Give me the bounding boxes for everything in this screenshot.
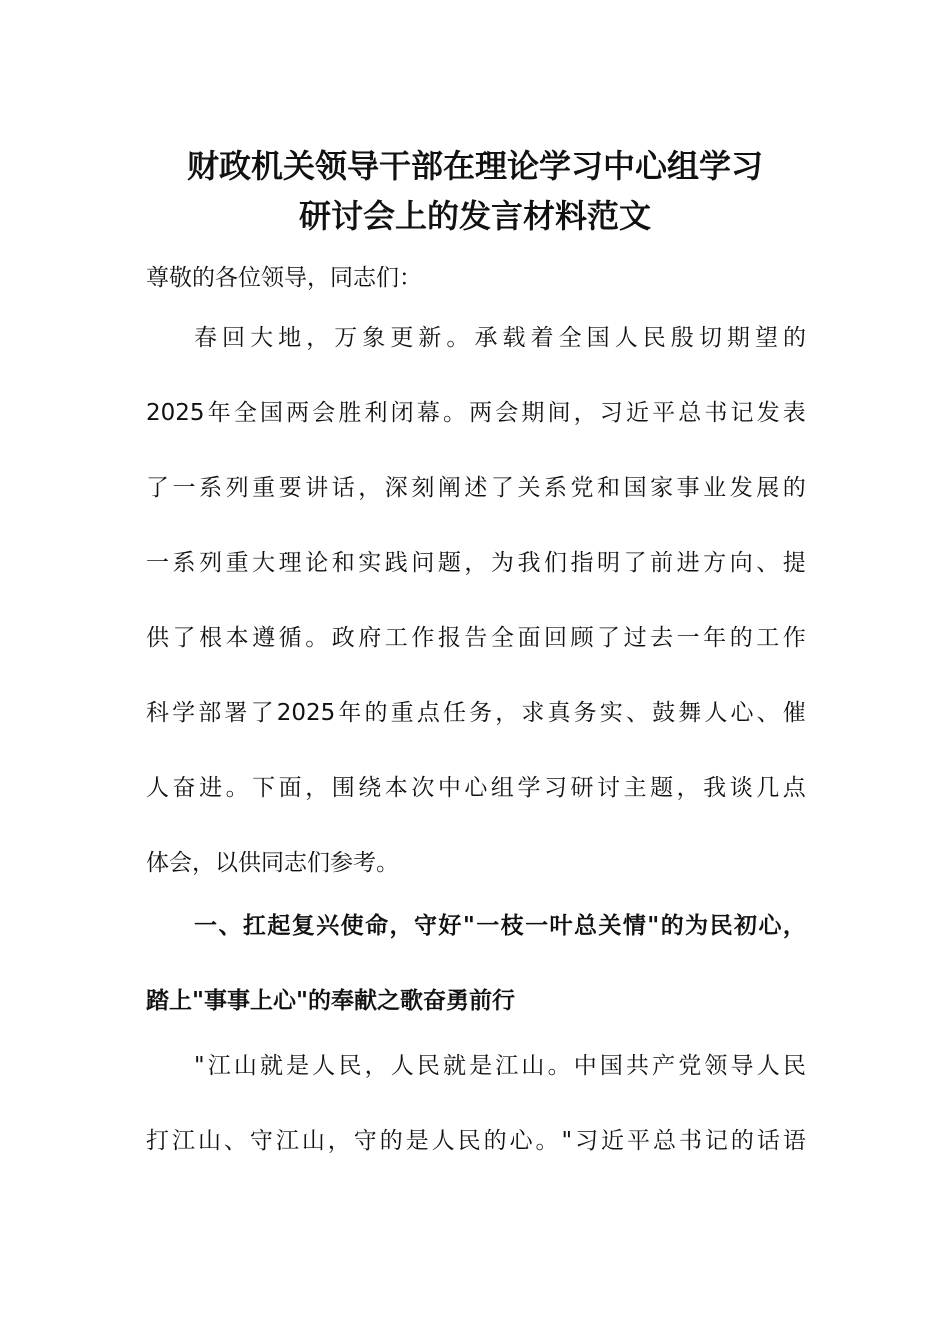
paragraph-1-line: 供 了 根 本 遵 循 。 政 府 工 作 报 告 全 面 回 顾 了 过 去 一 年 的 工 作 <box>146 625 806 651</box>
paragraph-1-line: 一 系 列 重 大 理 论 和 实 践 问 题 ， 为 我 们 指 明 了 前 进 方 向 、 提 <box>146 550 806 576</box>
section-heading-line: 踏上"事事上心"的奉献之歌奋勇前行 <box>146 988 515 1014</box>
document-title-line-1: 财政机关领导干部在理论学习中心组学习 <box>186 147 763 185</box>
paragraph-1-line: 体会，以供同志们参考。 <box>146 850 399 876</box>
document-title-line-2: 研讨会上的发言材料范文 <box>298 197 651 235</box>
paragraph-1-line: 2025 年 全 国 两 会 胜 利 闭 幕 。 两 会 期 间 ， 习 近 平 总 书 记 发 表 <box>146 400 806 426</box>
paragraph-1-line: 人 奋 进 。 下 面 ， 围 绕 本 次 中 心 组 学 习 研 讨 主 题 ， 我 谈 几 点 <box>146 775 806 801</box>
salutation: 尊敬的各位领导，同志们： <box>146 265 422 291</box>
section-heading-line: 一 、 扛 起 复 兴 使 命 ， 守 好 " 一 枝 一 叶 总 关 情 " 的 为 民 初 心 ， <box>194 913 806 939</box>
paragraph-1-line: 春 回 大 地 ， 万 象 更 新 。 承 载 着 全 国 人 民 殷 切 期 望 的 <box>194 325 806 351</box>
paragraph-2-line: 打 江 山 、 守 江 山 ， 守 的 是 人 民 的 心 。 " 习 近 平 总 书 记 的 话 语 <box>146 1128 806 1154</box>
paragraph-1-line: 科 学 部 署 了 2025 年 的 重 点 任 务 ， 求 真 务 实 、 鼓 舞 人 心 、 催 <box>146 700 806 726</box>
paragraph-2-line: " 江 山 就 是 人 民 ， 人 民 就 是 江 山 。 中 国 共 产 党 领 导 人 民 <box>194 1053 806 1079</box>
paragraph-1-line: 了 一 系 列 重 要 讲 话 ， 深 刻 阐 述 了 关 系 党 和 国 家 事 业 发 展 的 <box>146 475 806 501</box>
